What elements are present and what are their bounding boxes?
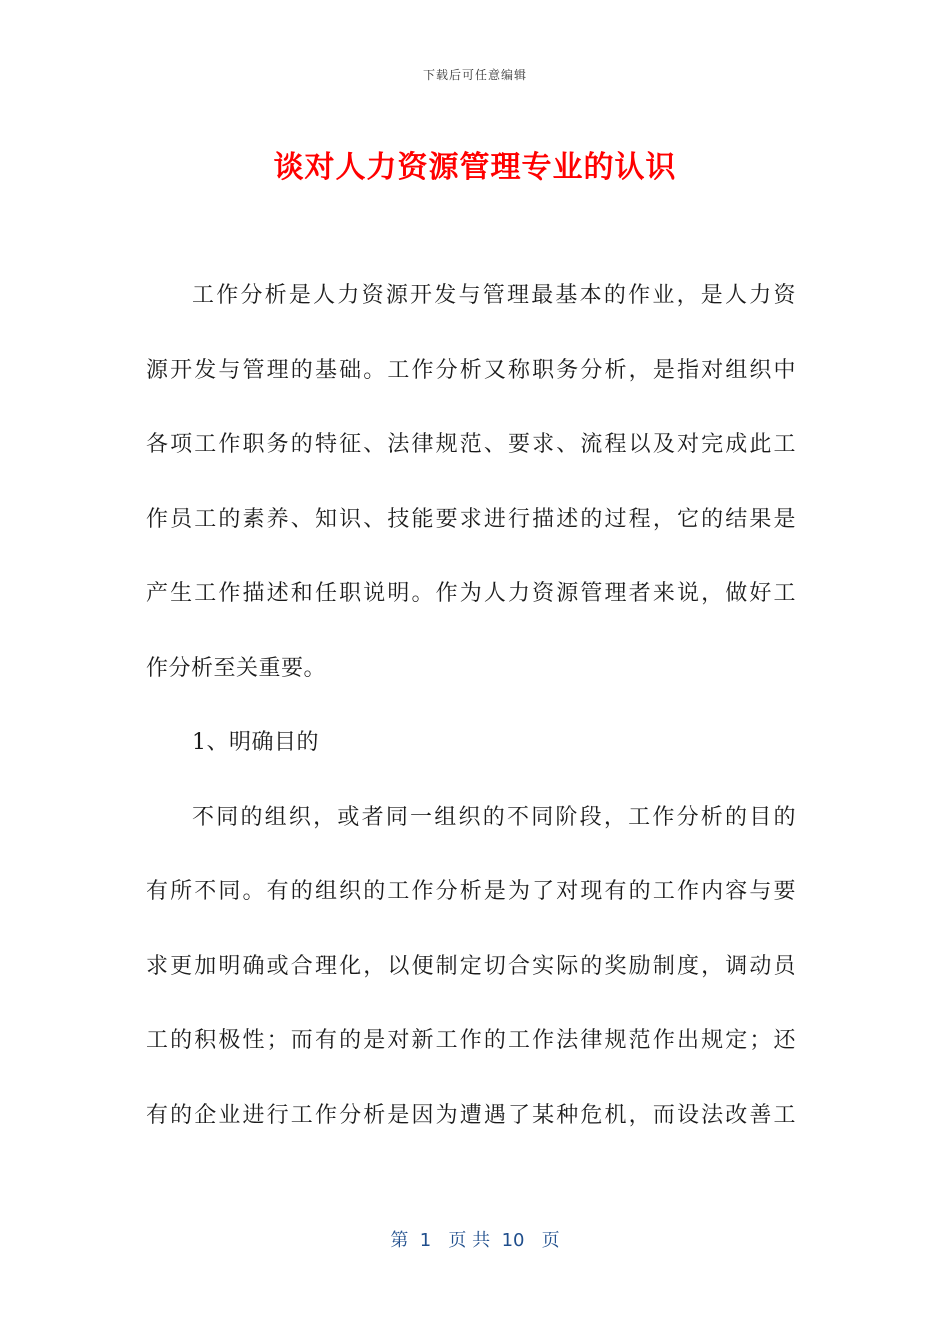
paragraph-line: 工作分析是人力资源开发与管理最基本的作业，是人力资 (192, 283, 796, 308)
paragraph-line: 有的企业进行工作分析是因为遭遇了某种危机，而设法改善工 (146, 1102, 796, 1128)
page-footer: 第 1 页 共 10 页 (390, 1230, 560, 1251)
paragraph-line: 作分析至关重要。 (146, 655, 327, 681)
paragraph-line: 源开发与管理的基础。工作分析又称职务分析，是指对组织中 (146, 357, 796, 383)
paragraph-line: 有所不同。有的组织的工作分析是为了对现有的工作内容与要 (146, 879, 796, 904)
section-heading: 1、明确目的 (192, 730, 319, 755)
document-title: 谈对人力资源管理专业的认识 (273, 150, 677, 185)
paragraph-line: 工的积极性；而有的是对新工作的工作法律规范作出规定；还 (146, 1028, 796, 1053)
paragraph-line: 各项工作职务的特征、法律规范、要求、流程以及对完成此工 (146, 432, 796, 457)
paragraph-line: 作员工的素养、知识、技能要求进行描述的过程，它的结果是 (146, 506, 796, 532)
header-note: 下载后可任意编辑 (422, 68, 527, 82)
paragraph-line: 不同的组织，或者同一组织的不同阶段，工作分析的目的 (192, 804, 796, 830)
paragraph-line: 产生工作描述和任职说明。作为人力资源管理者来说，做好工 (146, 581, 796, 606)
paragraph-line: 求更加明确或合理化，以便制定切合实际的奖励制度，调动员 (146, 953, 796, 979)
body-text (146, 259, 796, 1153)
